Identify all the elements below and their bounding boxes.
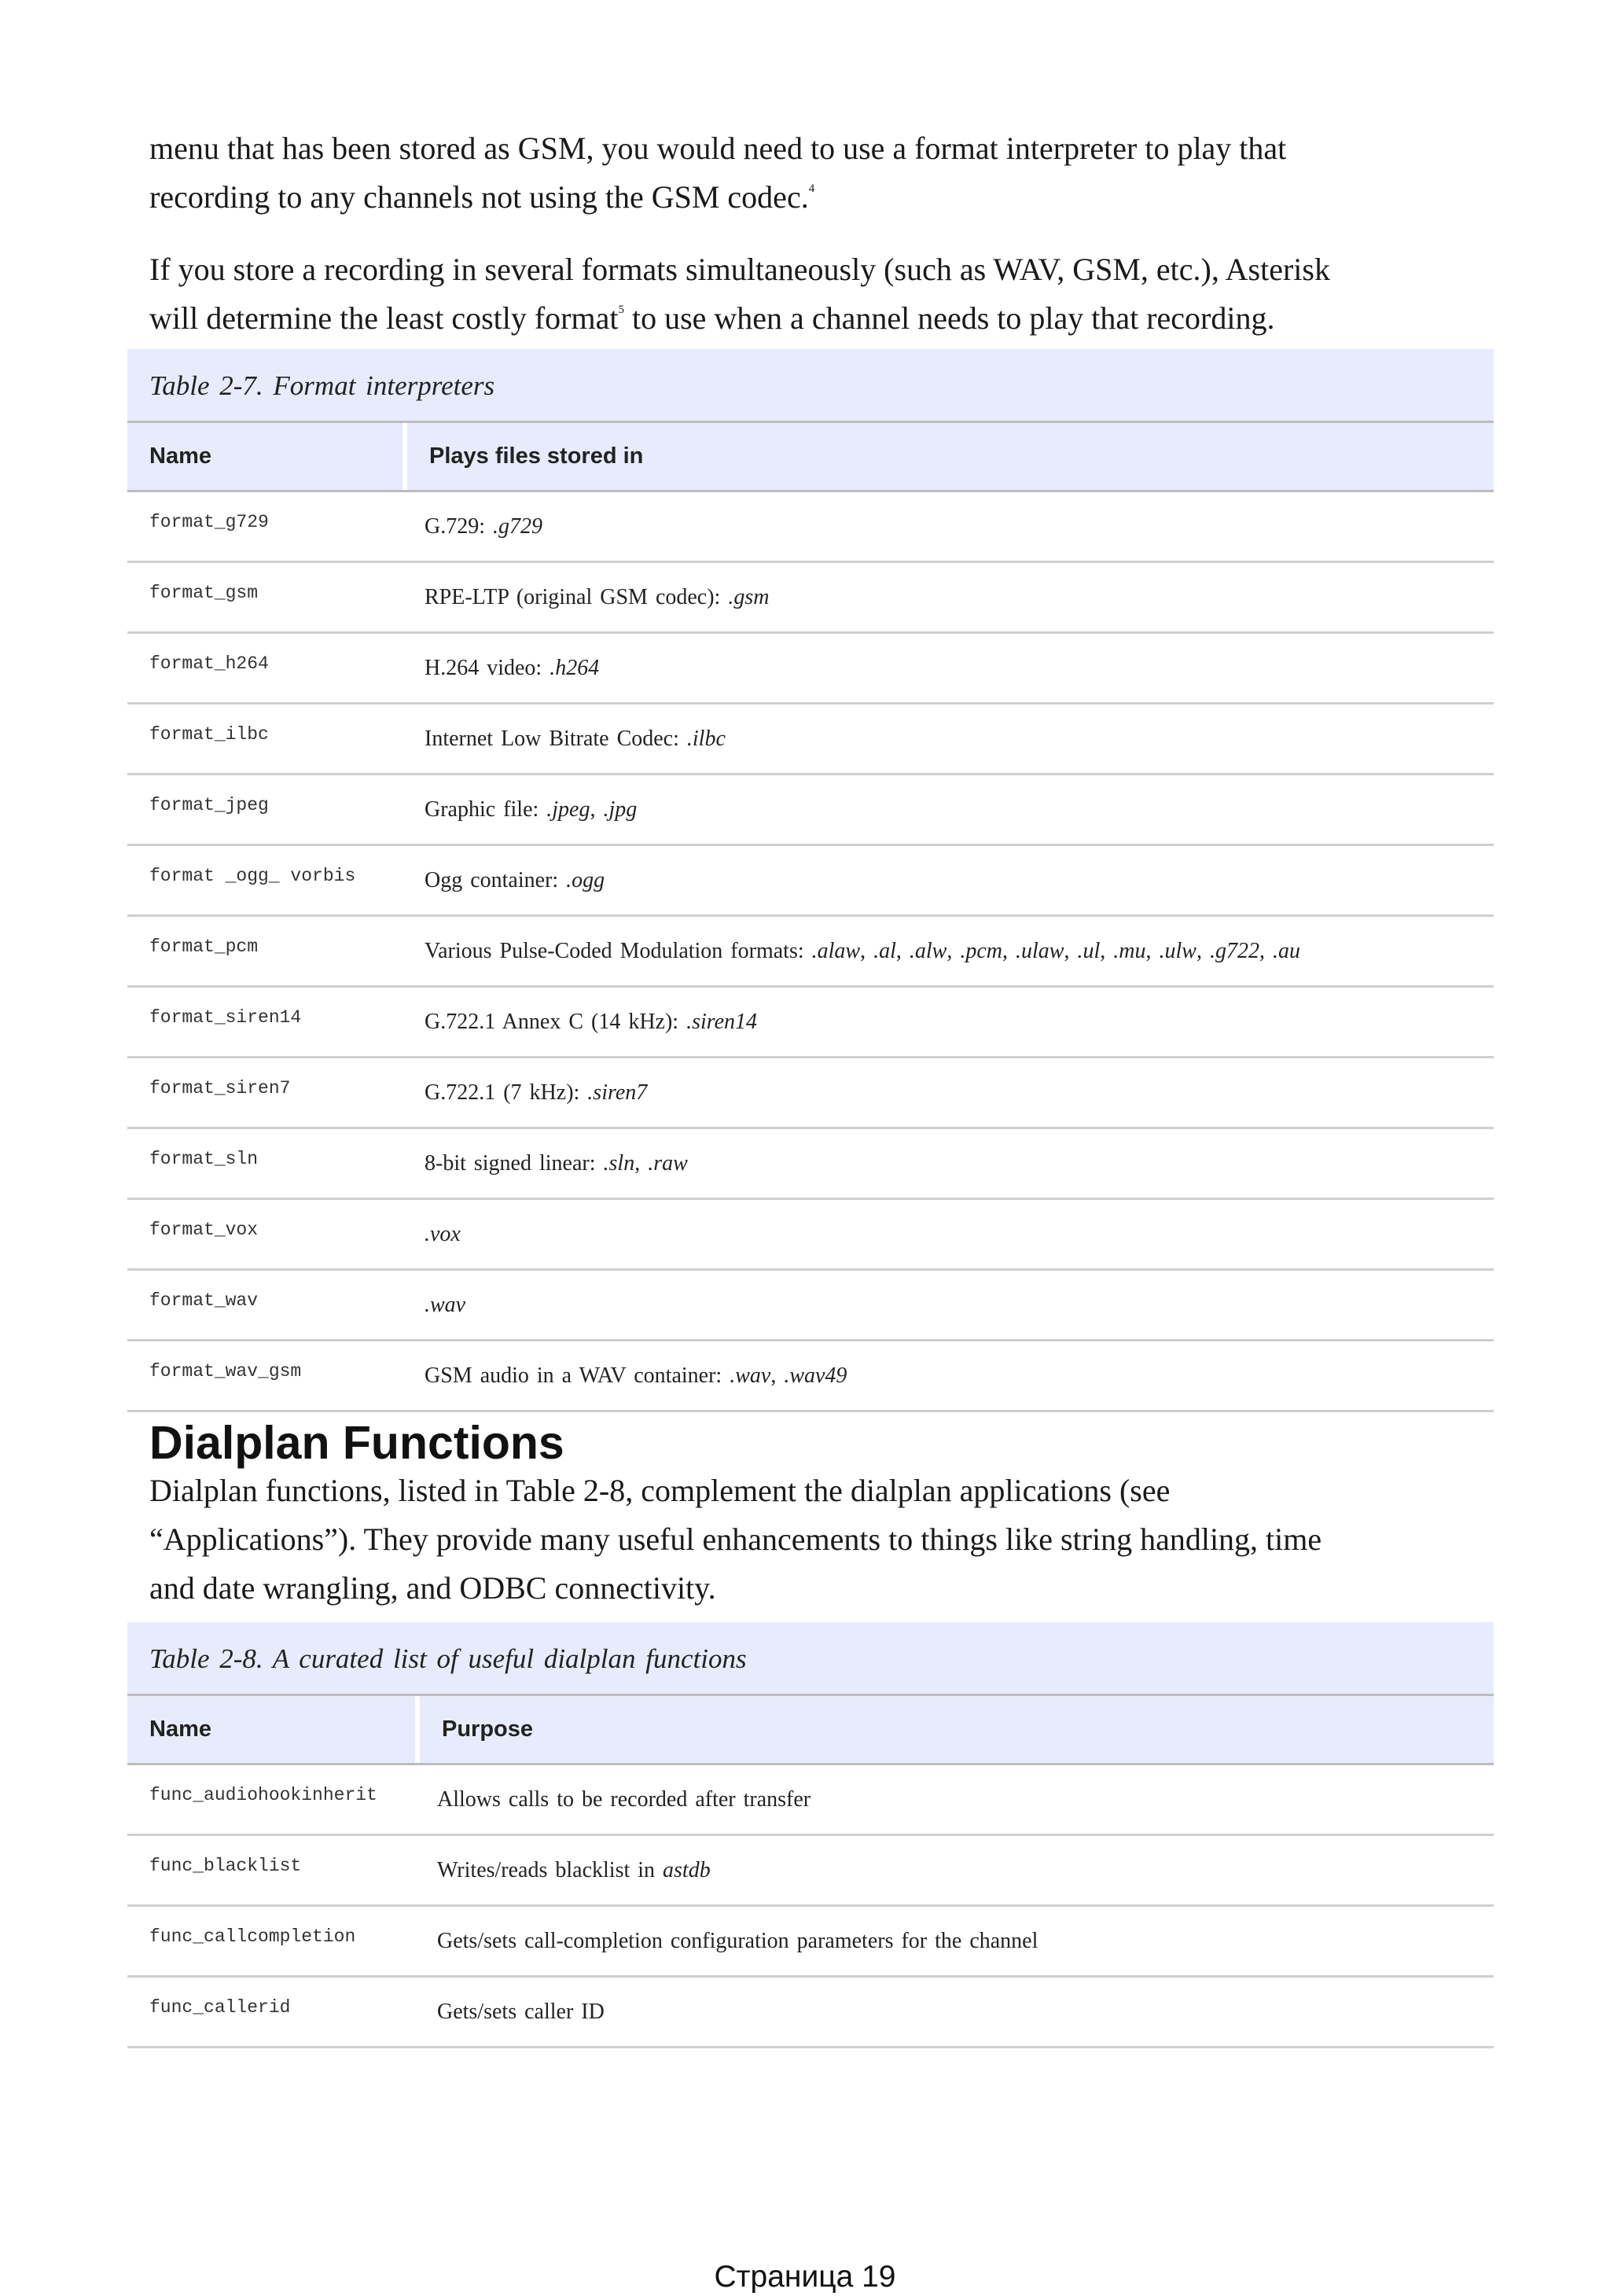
file-extension: .vox [425, 1221, 461, 1246]
file-extension: .h264 [550, 655, 600, 680]
dialplan-functions-table [127, 1622, 1494, 2048]
file-extension: .alaw [811, 938, 861, 963]
cell-name: format_wav [149, 1290, 259, 1311]
table-row [127, 775, 1494, 846]
intro-line-1: menu that has been stored as GSM, you would need to use a format interpreter to play that [149, 131, 1287, 166]
cell-name: format_gsm [149, 582, 259, 603]
cell-description-text: Various Pulse-Coded Modulation formats: [425, 938, 812, 963]
file-extension: .ulaw [1016, 938, 1064, 963]
section-heading: Dialplan Functions [149, 1417, 564, 1469]
file-extension: .wav49 [784, 1363, 847, 1388]
cell-description-text: 8-bit signed linear: [425, 1150, 604, 1176]
cell-name: format_sln [149, 1148, 259, 1169]
cell-description-text: H.264 video: [425, 655, 550, 680]
table-caption: Table 2-7. Format interpreters [127, 349, 1494, 423]
cell-description-text: Ogg container: [425, 867, 567, 892]
cell-description-text: G.729: [425, 513, 493, 539]
file-extension: .siren14 [686, 1009, 758, 1034]
cell-description-text: Writes/reads blacklist in [437, 1857, 663, 1882]
cell-description: GSM audio in a WAV container: .wav, .wav49 [425, 1363, 847, 1388]
cell-description [415, 1929, 1494, 1954]
table-body [127, 492, 1494, 1412]
cell-name: format _ogg_ vorbis [149, 865, 356, 886]
cell-name: format_jpeg [149, 794, 269, 815]
table-row [127, 1907, 1494, 1978]
file-extension: .pcm [960, 938, 1002, 963]
cell-description [402, 868, 1494, 893]
cell-name: func_callerid [149, 1996, 291, 2018]
table-row [127, 846, 1494, 917]
cell-description [415, 1858, 1494, 1883]
table-row [127, 1341, 1494, 1412]
cell-name: format_ilbc [149, 723, 269, 745]
table-row [127, 988, 1494, 1058]
table-row [127, 1200, 1494, 1271]
cell-description [402, 1222, 1494, 1247]
file-extension: astdb [663, 1857, 711, 1882]
table-row [127, 1058, 1494, 1129]
footnote-ref-4[interactable]: 4 [808, 182, 815, 195]
cell-description-text: G.722.1 Annex C (14 kHz): [425, 1009, 687, 1034]
cell-name: format_pcm [149, 936, 259, 957]
table-row [127, 1978, 1494, 2048]
cell-description: Graphic file: .jpeg, .jpg [425, 797, 638, 822]
file-extension: .alw [909, 938, 947, 963]
section-paragraph [149, 1466, 1486, 1613]
cell-description-text: Internet Low Bitrate Codec: [425, 726, 687, 751]
cell-name: format_g729 [149, 511, 269, 532]
file-extension: .g729 [493, 513, 542, 539]
table-row [127, 1129, 1494, 1200]
file-extension: .siren7 [587, 1080, 648, 1105]
page-number: Страница 19 [714, 2260, 896, 2294]
intro-paragraph-1 [149, 124, 1486, 222]
file-extension: .raw [648, 1150, 688, 1176]
header-purpose: Purpose [415, 1696, 1494, 1763]
file-extension: .jpeg [546, 797, 590, 822]
file-extension: .wav [425, 1292, 466, 1317]
cell-description [402, 1010, 1494, 1035]
file-extension: .wav [730, 1363, 771, 1388]
cell-description-text: RPE-LTP (original GSM codec): [425, 584, 729, 609]
header-name: Name [127, 423, 402, 490]
table-row [127, 1271, 1494, 1341]
cell-description-text: Allows calls to be recorded after transfer [437, 1786, 811, 1812]
cell-name: func_callcompletion [149, 1926, 356, 1947]
cell-description [402, 727, 1494, 752]
cell-description-text: Gets/sets call-completion configuration parameters for the channel [437, 1928, 1038, 1953]
cell-description: 8-bit signed linear: .sln, .raw [425, 1150, 688, 1176]
intro-line-4-post: to use when a channel needs to play that recording. [623, 300, 1275, 336]
file-extension: .mu [1113, 938, 1146, 963]
table-header-row [127, 423, 1494, 492]
table-row [127, 917, 1494, 988]
table-caption: Table 2-8. A curated list of useful dialplan functions [127, 1622, 1494, 1696]
intro-line-4-pre: will determine the least costly format [149, 300, 619, 336]
file-extension: .jpg [603, 797, 638, 822]
intro-paragraph-2 [149, 245, 1486, 343]
cell-name: format_vox [149, 1219, 259, 1240]
cell-description-text: Graphic file: [425, 797, 547, 822]
table-row [127, 1765, 1494, 1836]
file-extension: .al [873, 938, 896, 963]
cell-name: func_audiohookinherit [149, 1784, 377, 1805]
header-name: Name [127, 1696, 415, 1763]
cell-description [402, 656, 1494, 681]
table-header-row [127, 1696, 1494, 1765]
cell-name: format_siren7 [149, 1077, 291, 1098]
cell-description-text: Gets/sets caller ID [437, 1999, 605, 2024]
file-extension: .ilbc [686, 726, 726, 751]
cell-description [402, 1293, 1494, 1318]
header-plays-files: Plays files stored in [402, 423, 1494, 490]
file-extension: .ulw [1159, 938, 1196, 963]
table-body [127, 1765, 1494, 2048]
table-row [127, 563, 1494, 634]
file-extension: .gsm [728, 584, 770, 609]
cell-description [402, 514, 1494, 539]
table-row [127, 705, 1494, 775]
cell-description [415, 1787, 1494, 1812]
format-interpreters-table [127, 349, 1494, 1412]
intro-line-3: If you store a recording in several formats simultaneously (such as WAV, GSM, etc.), Asterisk [149, 252, 1330, 287]
cell-description-text: G.722.1 (7 kHz): [425, 1080, 588, 1105]
table-row [127, 634, 1494, 705]
file-extension: .ul [1077, 938, 1101, 963]
file-extension: .ogg [566, 867, 605, 892]
cell-description-text: GSM audio in a WAV container: [425, 1363, 730, 1388]
cell-name: format_h264 [149, 653, 269, 674]
section-line-3: and date wrangling, and ODBC connectivity. [149, 1570, 716, 1606]
file-extension: .sln [603, 1150, 635, 1176]
section-line-1: Dialplan functions, listed in Table 2-8, complement the dialplan applications (see [149, 1473, 1171, 1508]
intro-line-2: recording to any channels not using the GSM codec. [149, 179, 809, 215]
section-line-2: “Applications”). They provide many useful enhancements to things like string handling, time [149, 1521, 1322, 1557]
file-extension: .g722 [1209, 938, 1259, 963]
file-extension: .au [1272, 938, 1300, 963]
cell-name: format_siren14 [149, 1006, 302, 1028]
cell-name: format_wav_gsm [149, 1360, 302, 1382]
cell-description [415, 2000, 1494, 2025]
footnote-ref-5[interactable]: 5 [618, 304, 624, 316]
table-row [127, 492, 1494, 563]
cell-description [402, 1080, 1494, 1106]
table-row [127, 1836, 1494, 1907]
cell-description [402, 585, 1494, 610]
cell-description: Various Pulse-Coded Modulation formats: .alaw, .al, .alw, .pcm, .ulaw, .ul, .mu, .ulw, .g722, .au [425, 938, 1300, 963]
cell-name: func_blacklist [149, 1855, 302, 1876]
